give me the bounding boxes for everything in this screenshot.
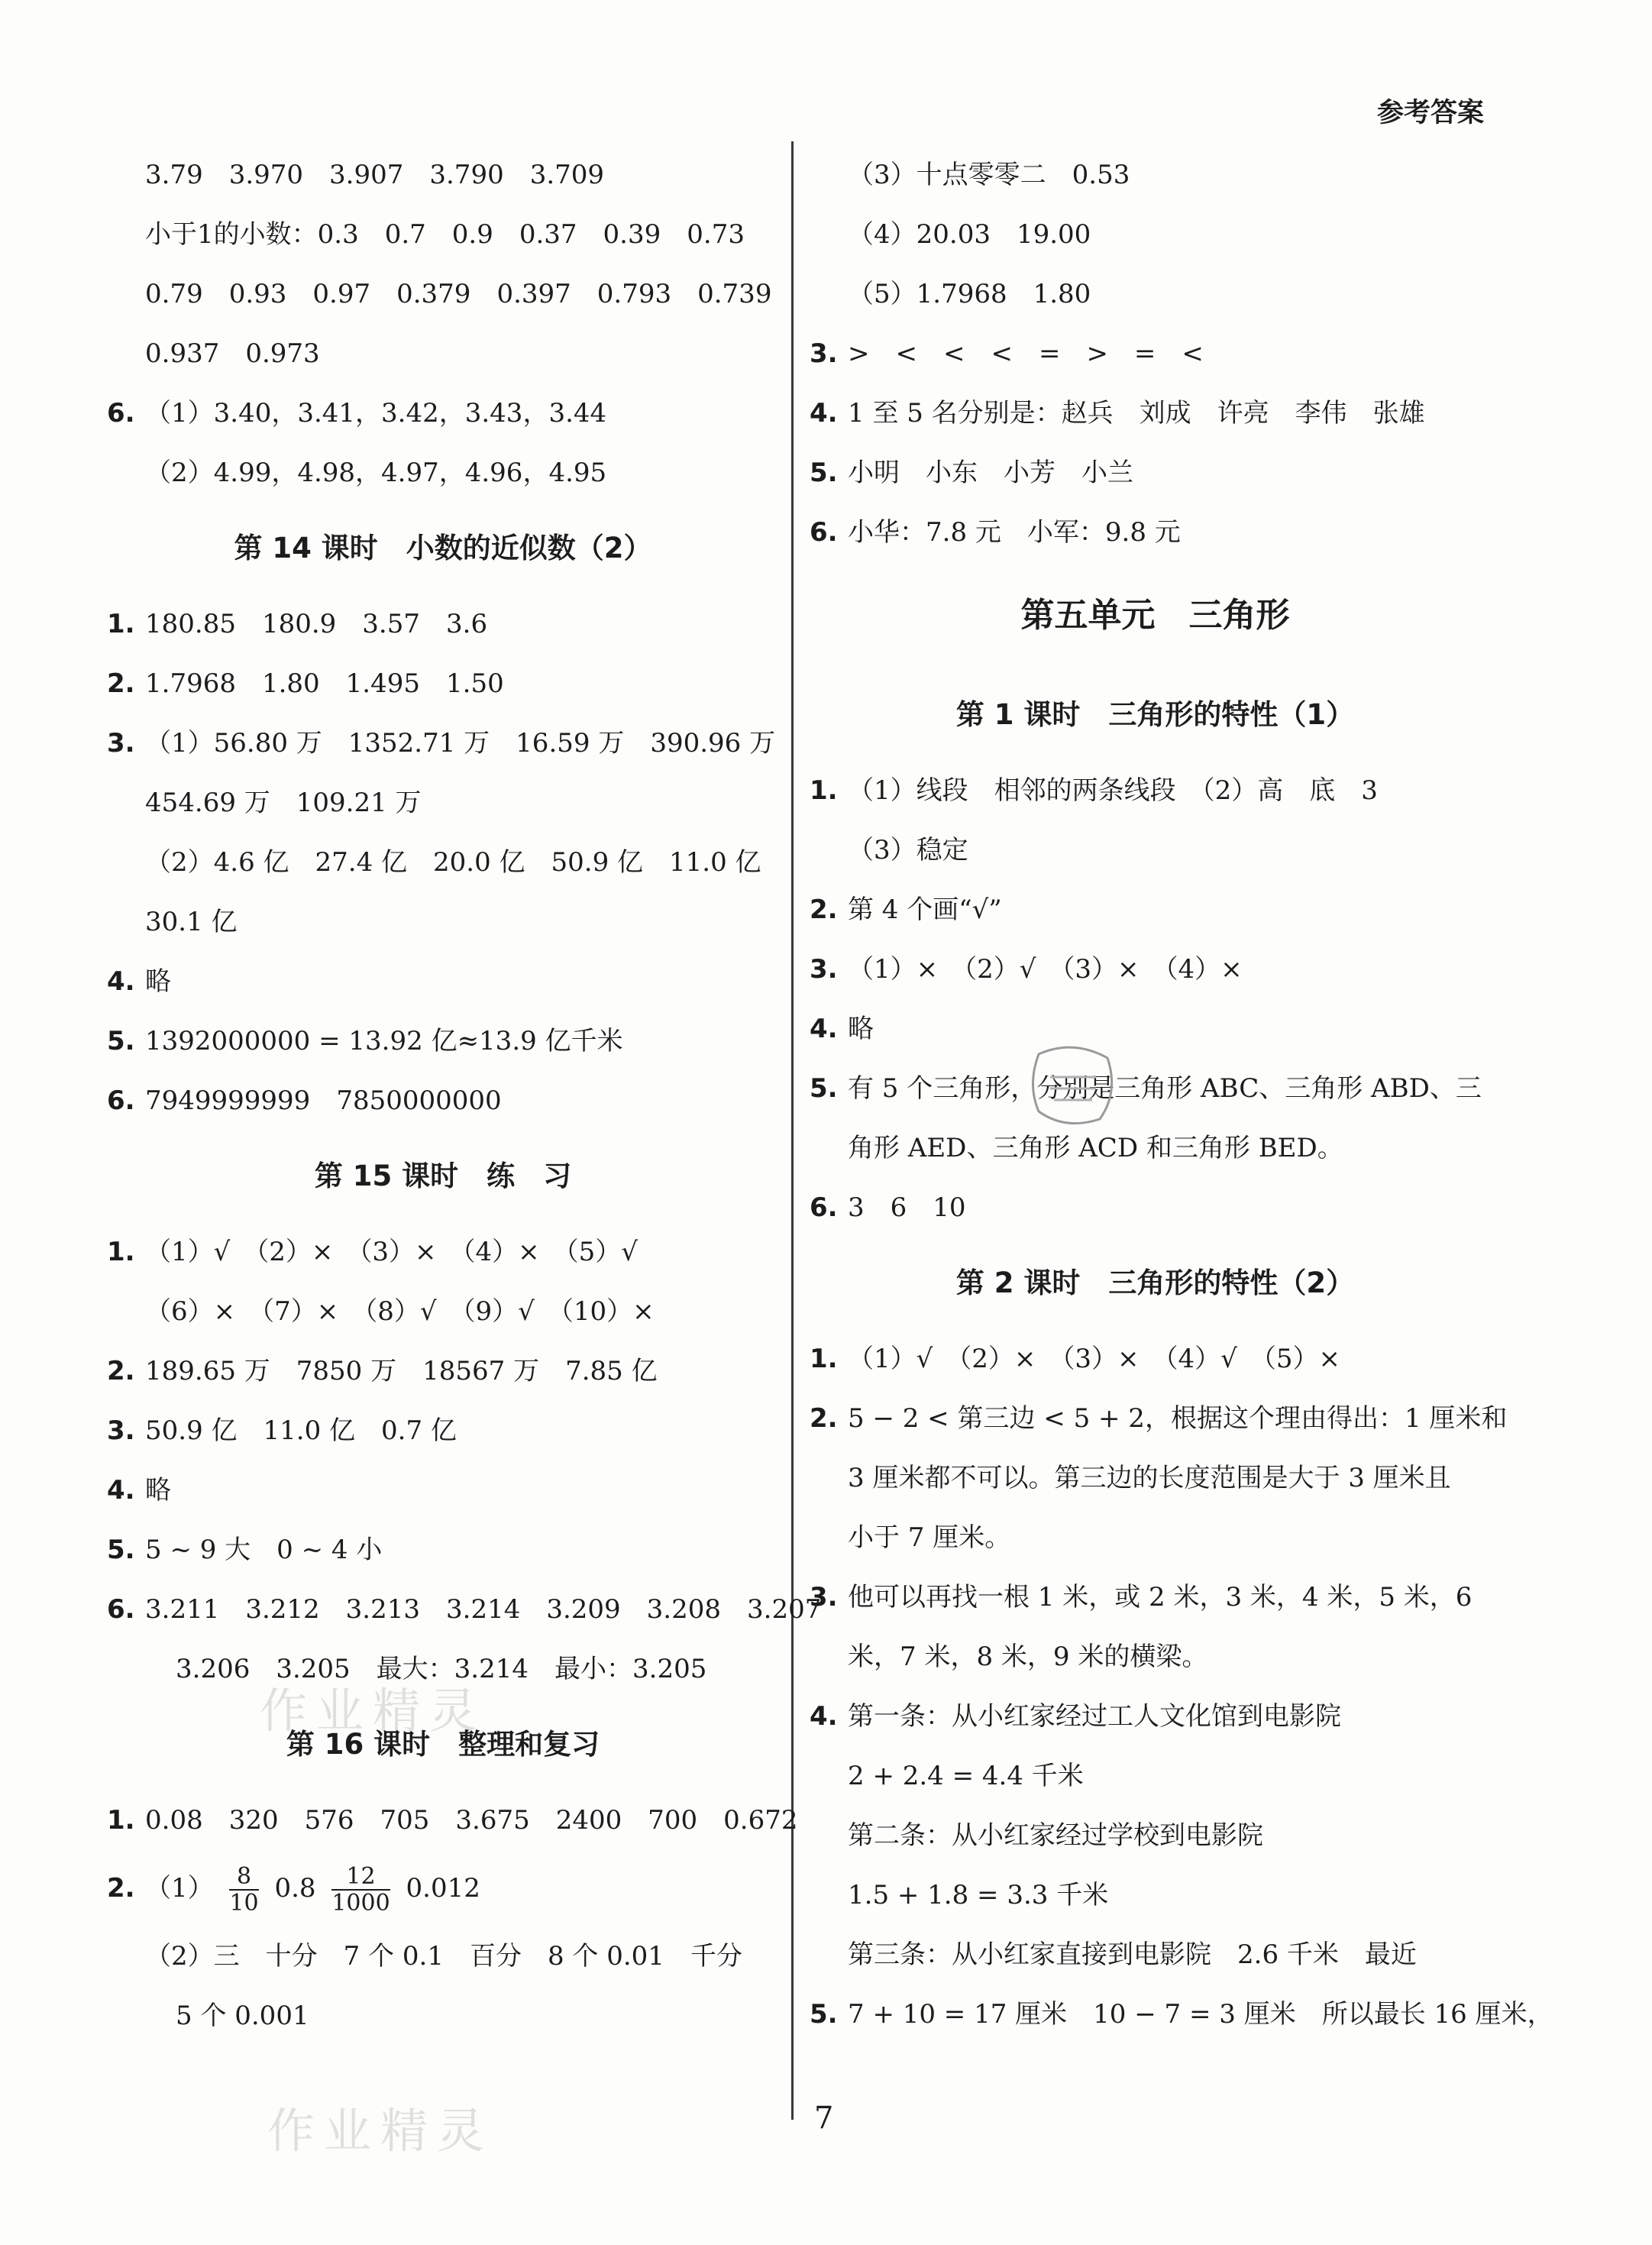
- answer-line: 0.937 0.973: [145, 338, 320, 369]
- question-number: 6.: [107, 1085, 135, 1116]
- answer-line: （6）× （7）× （8）√ （9）√ （10）×: [145, 1296, 655, 1327]
- answer-line: 2 + 2.4 = 4.4 千米: [848, 1761, 1084, 1791]
- answer-text: 5 − 2 < 第三边 < 5 + 2，根据这个理由得出：1 厘米和: [848, 1403, 1508, 1434]
- answer-text: （1）√ （2）× （3）× （4）× （5）√: [145, 1237, 638, 1267]
- answer-line: 小于 7 厘米。: [848, 1522, 1011, 1553]
- question-number: 5.: [810, 458, 838, 488]
- answer-line: （5）1.7968 1.80: [848, 279, 1091, 309]
- question-2: [107, 1850, 779, 1926]
- answer-line: （2）三 十分 7 个 0.1 百分 8 个 0.01 千分: [145, 1941, 742, 1972]
- answer-line: （3）稳定: [848, 835, 968, 865]
- answer-line: 30.1 亿: [145, 907, 238, 937]
- answer-text: 50.9 亿 11.0 亿 0.7 亿: [145, 1415, 457, 1446]
- question-number: 1.: [810, 1344, 838, 1374]
- answer-line: 3 厘米都不可以。第三边的长度范围是大于 3 厘米且: [848, 1463, 1451, 1493]
- fraction: [331, 1864, 390, 1916]
- answer-line: 454.69 万 109.21 万: [145, 788, 422, 818]
- question-6: [810, 503, 1501, 562]
- answer-text: （1）√ （2）× （3）× （4）√ （5）×: [848, 1344, 1340, 1374]
- question-5: [810, 1985, 1553, 2044]
- question-number: 1.: [107, 609, 135, 639]
- watermark-stamp-icon: [1023, 1039, 1123, 1131]
- question-number: 4.: [810, 1701, 838, 1732]
- question-number: 1.: [810, 775, 838, 806]
- question-6: [810, 1178, 1501, 1237]
- page-number: 7: [814, 2101, 834, 2136]
- answer-text: 7949999999 7850000000: [145, 1085, 502, 1116]
- question-number: 2.: [810, 1403, 838, 1434]
- question-3: [810, 324, 1501, 383]
- question-2: [810, 1389, 1508, 1448]
- question-2: [107, 1341, 779, 1401]
- question-number: 2.: [107, 1873, 135, 1904]
- answer-line: 5 个 0.001: [176, 2001, 309, 2031]
- question-number: 2.: [810, 894, 838, 925]
- answer-line: （3）十点零零二 0.53: [848, 160, 1130, 190]
- question-number: 1.: [107, 1805, 135, 1836]
- answer-text: （1）: [145, 1873, 214, 1904]
- question-number: 5.: [810, 1073, 838, 1104]
- question-2: [107, 654, 779, 713]
- lesson-16-title: 第 16 课时 整理和复习: [286, 1728, 600, 1761]
- question-number: 4.: [810, 398, 838, 429]
- answer-text: 3 6 10: [848, 1192, 966, 1223]
- question-1: [810, 761, 1501, 820]
- question-number: 3.: [107, 1415, 135, 1446]
- answer-text: 180.85 180.9 3.57 3.6: [145, 609, 488, 639]
- answer-text: 有 5 个三角形，分别是三角形 ABC、三角形 ABD、三: [848, 1073, 1482, 1104]
- question-number: 3.: [810, 1582, 838, 1613]
- answer-line: 米，7 米，8 米，9 米的横梁。: [848, 1642, 1208, 1672]
- answer-line: 第二条：从小红家经过学校到电影院: [848, 1820, 1263, 1851]
- lesson-15-title: 第 15 课时 练 习: [314, 1160, 572, 1192]
- answer-text: > < < < = > = <: [848, 338, 1204, 369]
- answer-text: 他可以再找一根 1 米，或 2 米，3 米，4 米，5 米，6: [848, 1582, 1473, 1613]
- question-4: [107, 952, 779, 1011]
- question-4: [107, 1461, 779, 1520]
- answer-line: 第三条：从小红家直接到电影院 2.6 千米 最近: [848, 1939, 1417, 1970]
- answer-text: 第一条：从小红家经过工人文化馆到电影院: [848, 1701, 1341, 1732]
- watermark-text: 作业精灵: [267, 2103, 494, 2159]
- answer-line: （4）20.03 19.00: [848, 219, 1091, 250]
- question-number: 6.: [107, 1594, 135, 1625]
- question-number: 5.: [107, 1026, 135, 1056]
- question-number: 5.: [810, 1999, 838, 2030]
- question-5: [810, 1059, 1501, 1118]
- answer-text: （1）线段 相邻的两条线段 （2）高 底 3: [848, 775, 1378, 806]
- question-5: [810, 443, 1501, 503]
- question-number: 3.: [810, 338, 838, 369]
- answer-text: 略: [145, 1475, 171, 1506]
- left-column: [107, 145, 822, 2046]
- fraction-denominator: 1000: [331, 1890, 390, 1917]
- question-1: [107, 594, 779, 654]
- question-6: [107, 383, 779, 443]
- fraction-numerator: 12: [346, 1863, 376, 1890]
- question-3: [810, 940, 1501, 999]
- answer-line: 角形 AED、三角形 ACD 和三角形 BED。: [848, 1133, 1343, 1163]
- answer-text: （1）56.80 万 1352.71 万 16.59 万 390.96 万: [145, 728, 776, 759]
- lesson-1-title: 第 1 课时 三角形的特性（1）: [955, 698, 1355, 731]
- answer-text: 0.8: [274, 1873, 316, 1904]
- answer-text: 第 4 个画“√”: [848, 894, 1002, 925]
- question-3: [810, 1567, 1501, 1627]
- question-number: 4.: [107, 966, 135, 997]
- question-number: 4.: [810, 1014, 838, 1044]
- answer-text: 0.08 320 576 705 3.675 2400 700 0.672: [145, 1805, 798, 1836]
- question-6: [107, 1580, 822, 1639]
- question-number: 6.: [810, 517, 838, 548]
- answer-text: 189.65 万 7850 万 18567 万 7.85 亿: [145, 1356, 658, 1386]
- lesson-2-title: 第 2 课时 三角形的特性（2）: [955, 1266, 1355, 1299]
- answer-text: 1.7968 1.80 1.495 1.50: [145, 668, 504, 699]
- watermark-text: 作业精灵: [260, 1683, 487, 1739]
- question-number: 1.: [107, 1237, 135, 1267]
- fraction-denominator: 10: [229, 1890, 259, 1917]
- question-number: 6.: [107, 398, 135, 429]
- question-6: [107, 1071, 779, 1131]
- answer-line: 小于1的小数：0.3 0.7 0.9 0.37 0.39 0.73: [145, 219, 745, 250]
- answer-text: 1392000000 = 13.92 亿≈13.9 亿千米: [145, 1026, 623, 1056]
- lesson-14-title: 第 14 课时 小数的近似数（2）: [234, 532, 652, 564]
- answer-line: （2）4.99，4.98，4.97，4.96，4.95: [145, 458, 607, 488]
- question-3: [107, 1401, 779, 1461]
- unit-title: 第五单元 三角形: [1020, 596, 1290, 635]
- question-number: 2.: [107, 1356, 135, 1386]
- question-number: 6.: [810, 1192, 838, 1223]
- answer-text: （1）× （2）√ （3）× （4）×: [848, 954, 1243, 985]
- answer-line: 0.79 0.93 0.97 0.379 0.397 0.793 0.739: [145, 279, 772, 309]
- question-3: [107, 713, 779, 773]
- page-header: 参考答案: [1376, 98, 1484, 128]
- question-5: [107, 1011, 779, 1071]
- question-5: [107, 1520, 779, 1580]
- question-number: 3.: [107, 728, 135, 759]
- answer-text: （1）3.40，3.41，3.42，3.43，3.44: [145, 398, 607, 429]
- answer-text: 略: [145, 966, 171, 997]
- question-1: [107, 1791, 798, 1850]
- question-4: [810, 1687, 1501, 1746]
- question-1: [810, 1329, 1501, 1389]
- question-4: [810, 999, 1501, 1059]
- answer-text: 1 至 5 名分别是：赵兵 刘成 许亮 李伟 张雄: [848, 398, 1425, 429]
- answer-text: 小明 小东 小芳 小兰: [848, 458, 1133, 488]
- question-number: 4.: [107, 1475, 135, 1506]
- fraction-numerator: 8: [237, 1863, 252, 1890]
- answer-text: 7 + 10 = 17 厘米 10 − 7 = 3 厘米 所以最长 16 厘米，: [848, 1999, 1553, 2030]
- answer-text: 3.211 3.212 3.213 3.214 3.209 3.208 3.207: [145, 1594, 822, 1625]
- answer-text: 0.012: [406, 1873, 480, 1904]
- fraction: [229, 1864, 258, 1916]
- question-number: 5.: [107, 1535, 135, 1565]
- right-column: [810, 145, 1553, 2044]
- answer-text: 5 ~ 9 大 0 ~ 4 小: [145, 1535, 383, 1565]
- question-1: [107, 1222, 779, 1282]
- answer-text: 小华：7.8 元 小军：9.8 元: [848, 517, 1181, 548]
- question-number: 3.: [810, 954, 838, 985]
- answer-line: （2）4.6 亿 27.4 亿 20.0 亿 50.9 亿 11.0 亿: [145, 847, 761, 878]
- answer-text: 略: [848, 1014, 874, 1044]
- question-2: [810, 880, 1501, 940]
- question-number: 2.: [107, 668, 135, 699]
- answer-line: 3.206 3.205 最大：3.214 最小：3.205: [176, 1654, 707, 1684]
- answer-line: 3.79 3.970 3.907 3.790 3.709: [145, 160, 605, 190]
- question-4: [810, 383, 1501, 443]
- answer-line: 1.5 + 1.8 = 3.3 千米: [848, 1880, 1109, 1910]
